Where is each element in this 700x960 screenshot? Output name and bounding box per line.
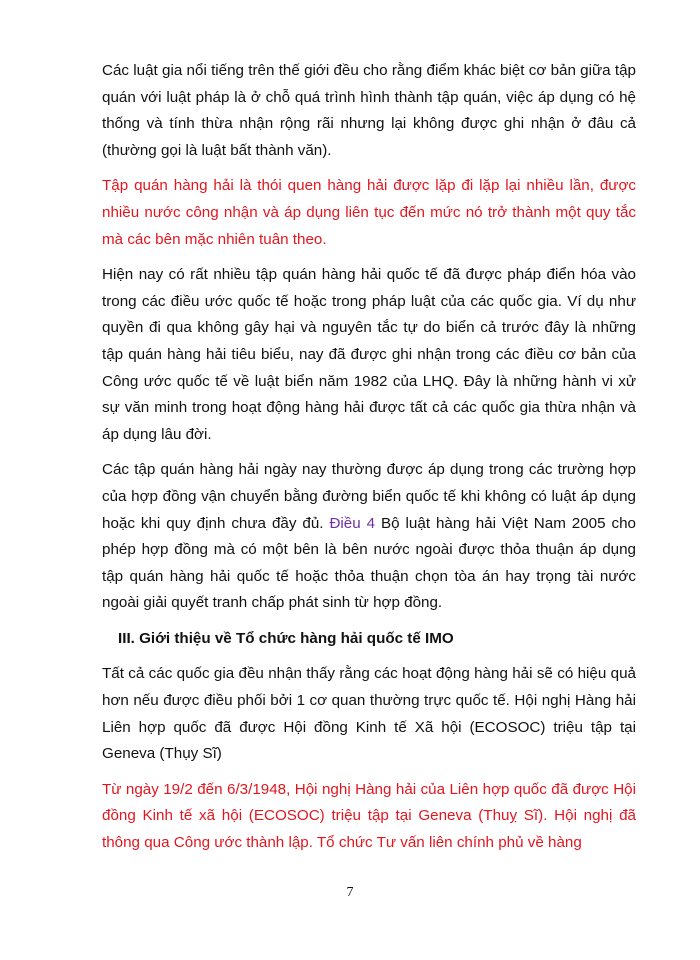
page-content <box>102 58 636 866</box>
paragraph-application-of-customs <box>102 457 636 617</box>
paragraph-text-before-link: Các tập quán hàng hải ngày nay thường được áp dụng trong các trường hợp của hợp đồng vận chuyển bằng đường biển quốc tế khi không có luật áp dụng hoặc khi quy định chưa đầy đủ. <box>102 461 636 532</box>
paragraph-codified-customs: Hiện nay có rất nhiều tập quán hàng hải quốc tế đã được pháp điển hóa vào trong các điều ước quốc tế hoặc trong pháp luật của các quốc gia. Ví dụ như quyền đi qua không gây hại và nguyên tắc tự do biển cả trước đây là những tập quán hàng hải tiêu biểu, nay đã được ghi nhận trong các điều cơ bản của Công ước quốc tế về luật biển năm 1982 của LHQ. Đây là những hành vi xử sự văn minh trong hoạt động hàng hải được tất cả các quốc gia thừa nhận và áp dụng lâu đời. <box>102 266 636 443</box>
paragraph-imo-background: Tất cả các quốc gia đều nhận thấy rằng các hoạt động hàng hải sẽ có hiệu quả hơn nếu được điều phối bởi 1 cơ quan thường trực quốc tế. Hội nghị Hàng hải Liên hợp quốc đã được Hội đồng Kinh tế Xã hội (ECOSOC) triệu tập tại Geneva (Thụy Sĩ) <box>102 665 636 763</box>
paragraph-text-after-link: Bộ luật hàng hải Việt Nam 2005 cho phép hợp đồng mà có một bên là bên nước ngoài được thỏa thuận áp dụng tập quán hàng hải quốc tế hoặc thỏa thuận chọn tòa án hay trọng tài nước ngoài giải quyết tranh chấp phát sinh từ hợp đồng. <box>102 514 637 612</box>
article-4-link[interactable]: Điều 4 <box>329 514 376 532</box>
paragraph-imo-conference: Từ ngày 19/2 đến 6/3/1948, Hội nghị Hàng hải của Liên hợp quốc đã được Hội đồng Kinh tế xã hội (ECOSOC) triệu tập tại Geneva (Thuỵ Sĩ). Hội nghị đã thông qua Công ước thành lập. Tổ chức Tư vấn liên chính phủ về hàng <box>102 780 636 852</box>
section-heading-imo: III. Giới thiệu về Tổ chức hàng hải quốc tế IMO <box>118 629 454 647</box>
page-number: 7 <box>346 885 354 900</box>
paragraph-customary-law-definition: Các luật gia nổi tiếng trên thế giới đều cho rằng điểm khác biệt cơ bản giữa tập quán với luật pháp là ở chỗ quá trình hình thành tập quán, việc áp dụng có hệ thống và tính thừa nhận rộng rãi nhưng lại không được ghi nhận ở đâu cả (thường gọi là luật bất thành văn). <box>102 62 636 159</box>
paragraph-maritime-custom-definition: Tập quán hàng hải là thói quen hàng hải được lặp đi lặp lại nhiều lần, được nhiều nước công nhận và áp dụng liên tục đến mức nó trở thành một quy tắc mà các bên mặc nhiên tuân theo. <box>102 177 636 248</box>
